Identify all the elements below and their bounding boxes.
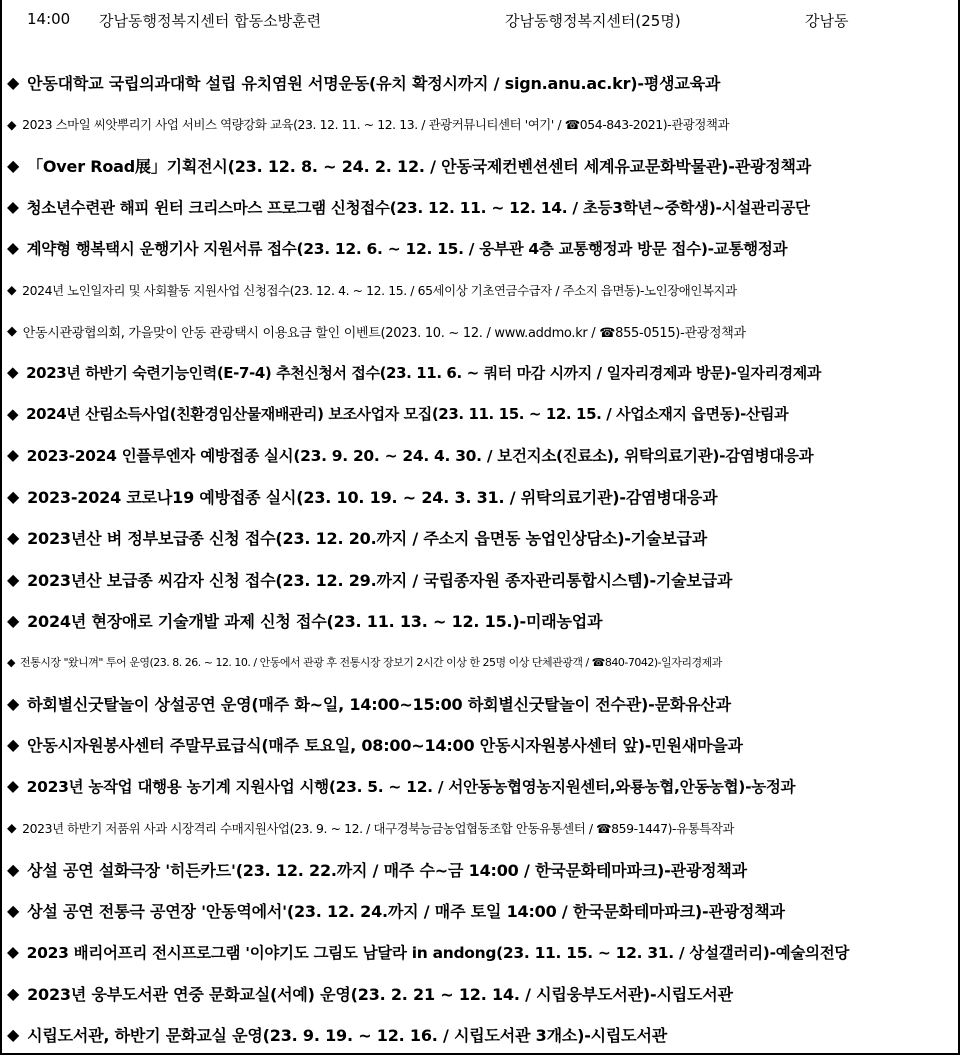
diamond-bullet-icon: ◆	[7, 155, 20, 175]
notice-text: 2023 배리어프리 전시프로그램 '이야기도 그림도 남달라 in andong(23. 11. 15. ~ 12. 31. / 상설갤러리)-예술의전당	[26, 943, 850, 962]
diamond-bullet-icon: ◆	[7, 694, 20, 714]
notice-item	[2, 807, 958, 848]
diamond-bullet-icon: ◆	[7, 901, 20, 920]
notice-item	[2, 1014, 958, 1055]
diamond-bullet-icon: ◆	[7, 404, 19, 423]
event-area: 강남동	[805, 12, 849, 30]
notice-text: 2023년산 보급종 씨감자 신청 접수(23. 12. 29.까지 / 국립종자원 종자관리통합시스템)-기술보급과	[27, 570, 733, 590]
notice-text: 2023년 하반기 숙련기능인력(E-7-4) 추천신청서 접수(23. 11. 6. ~ 쿼터 마감 시까지 / 일자리경제과 방문)-일자리경제과	[26, 363, 821, 382]
notice-text: 안동대학교 국립의과대학 설립 유치염원 서명운동(유치 확정시까지 / sign.anu.ac.kr)-평생교육과	[27, 74, 721, 94]
notice-text: 청소년수련관 해피 윈터 크리스마스 프로그램 신청접수(23. 12. 11. ~ 12. 14. / 초등3학년~중학생)-시설관리공단	[26, 198, 810, 217]
event-time: 14:00	[27, 10, 71, 28]
diamond-bullet-icon: ◆	[7, 197, 19, 216]
diamond-bullet-icon: ◆	[7, 1025, 20, 1045]
event-row	[2, 0, 958, 40]
diamond-bullet-icon: ◆	[7, 73, 20, 93]
notice-item	[2, 641, 958, 682]
notice-item	[2, 393, 958, 434]
notice-item	[2, 890, 958, 931]
notice-item	[2, 476, 958, 517]
notice-item	[2, 517, 958, 558]
diamond-bullet-icon: ◆	[7, 363, 19, 382]
diamond-bullet-icon: ◆	[7, 528, 20, 548]
notice-text: 2023-2024 인플루엔자 예방접종 실시(23. 9. 20. ~ 24. 4. 30. / 보건지소(진료소), 위탁의료기관)-감염병대응과	[26, 447, 814, 466]
diamond-bullet-icon: ◆	[7, 942, 19, 961]
notice-text: 상설 공연 설화극장 '히든카드'(23. 12. 22.까지 / 매주 수~금 14:00 / 한국문화테마파크)-관광정책과	[27, 860, 747, 880]
notice-text: 계약형 행복택시 운행기사 지원서류 접수(23. 12. 6. ~ 12. 15. / 웅부관 4층 교통행정과 방문 접수)-교통행정과	[26, 240, 788, 259]
diamond-bullet-icon: ◆	[7, 239, 19, 258]
notice-item	[2, 269, 958, 310]
notice-text: 안동시관광협의회, 가을맞이 안동 관광택시 이용요금 할인 이벤트(2023. 10. ~ 12. / www.addmo.kr / ☎855-0515)-관광정책과	[22, 325, 746, 341]
notice-item	[2, 145, 958, 186]
notice-text: 시립도서관, 하반기 문화교실 운영(23. 9. 19. ~ 12. 16. / 시립도서관 3개소)-시립도서관	[27, 1026, 667, 1046]
notice-text: 2023년 농작업 대행용 농기계 지원사업 시행(23. 5. ~ 12. / 서안동농협영농지원센터,와룡농협,안동농협)-농정과	[26, 778, 796, 797]
diamond-bullet-icon: ◆	[7, 777, 19, 796]
notice-list	[2, 62, 958, 1055]
notice-text: 하회별신굿탈놀이 상설공연 운영(매주 화~일, 14:00~15:00 하회별신굿탈놀이 전수관)-문화유산과	[27, 695, 731, 715]
notice-text: 2023-2024 코로나19 예방접종 실시(23. 10. 19. ~ 24. 3. 31. / 위탁의료기관)-감염병대응과	[27, 488, 718, 508]
notice-item	[2, 186, 958, 227]
notice-text: 2023년 웅부도서관 연중 문화교실(서예) 운영(23. 2. 21 ~ 12. 14. / 시립웅부도서관)-시립도서관	[27, 984, 733, 1004]
notice-text: 2023년산 벼 정부보급종 신청 접수(23. 12. 20.까지 / 주소지 읍면동 농업인상담소)-기술보급과	[27, 529, 708, 549]
notice-item	[2, 600, 958, 641]
diamond-bullet-icon: ◆	[7, 611, 20, 631]
diamond-bullet-icon: ◆	[7, 282, 17, 298]
notice-text: 2024년 산림소득사업(친환경임산물재배관리) 보조사업자 모집(23. 11. 15. ~ 12. 15. / 사업소재지 읍면동)-산림과	[26, 405, 789, 424]
notice-item	[2, 310, 958, 351]
notice-item	[2, 848, 958, 889]
notice-item	[2, 435, 958, 476]
notice-item	[2, 228, 958, 269]
notice-text: 2023년 하반기 저품위 사과 시장격리 수매지원사업(23. 9. ~ 12. / 대구경북능금농업협동조합 안동유통센터 / ☎859-1447)-유통특작과	[22, 820, 734, 836]
notice-item	[2, 683, 958, 724]
notice-item	[2, 973, 958, 1014]
notice-text: 2024년 노인일자리 및 사회활동 지원사업 신청접수(23. 12. 4. ~ 12. 15. / 65세이상 기초연금수급자 / 주소지 읍면동)-노인장애인복지과	[22, 282, 737, 298]
diamond-bullet-icon: ◆	[7, 655, 15, 669]
notice-item	[2, 352, 958, 393]
notice-item	[2, 103, 958, 144]
notice-text: 「Over Road展」기획전시(23. 12. 8. ~ 24. 2. 12. / 안동국제컨벤션센터 세계유교문화박물관)-관광정책과	[27, 156, 811, 176]
diamond-bullet-icon: ◆	[7, 323, 17, 339]
diamond-bullet-icon: ◆	[7, 735, 20, 755]
notice-text: 2024년 현장애로 기술개발 과제 신청 접수(23. 11. 13. ~ 12. 15.)-미래농업과	[27, 612, 603, 632]
notice-text: 전통시장 "왔니껴" 투어 운영(23. 8. 26. ~ 12. 10. / 안동에서 관광 후 전통시장 장보기 2시간 이상 한 25명 이상 단체관광객 / ☎840-7042)-일자리경제과	[19, 656, 722, 670]
notice-item	[2, 559, 958, 600]
event-title: 강남동행정복지센터 합동소방훈련	[99, 12, 322, 30]
notice-item	[2, 931, 958, 972]
notice-text: 2023 스마일 씨앗뿌리기 사업 서비스 역량강화 교육(23. 12. 11. ~ 12. 13. / 관광커뮤니티센터 '여기' / ☎054-843-2021)-관광정책과	[22, 117, 730, 133]
diamond-bullet-icon: ◆	[7, 116, 17, 132]
diamond-bullet-icon: ◆	[7, 446, 19, 465]
notice-text: 상설 공연 전통극 공연장 '안동역에서'(23. 12. 24.까지 / 매주 토일 14:00 / 한국문화테마파크)-관광정책과	[27, 902, 785, 921]
diamond-bullet-icon: ◆	[7, 569, 20, 589]
diamond-bullet-icon: ◆	[7, 859, 20, 879]
notice-item	[2, 766, 958, 807]
notice-item	[2, 724, 958, 765]
event-place: 강남동행정복지센터(25명)	[505, 12, 681, 30]
notice-item	[2, 62, 958, 103]
diamond-bullet-icon: ◆	[7, 820, 17, 836]
diamond-bullet-icon: ◆	[7, 487, 20, 507]
diamond-bullet-icon: ◆	[7, 983, 20, 1003]
notice-text: 안동시자원봉사센터 주말무료급식(매주 토요일, 08:00~14:00 안동시자원봉사센터 앞)-민원새마을과	[27, 736, 743, 756]
